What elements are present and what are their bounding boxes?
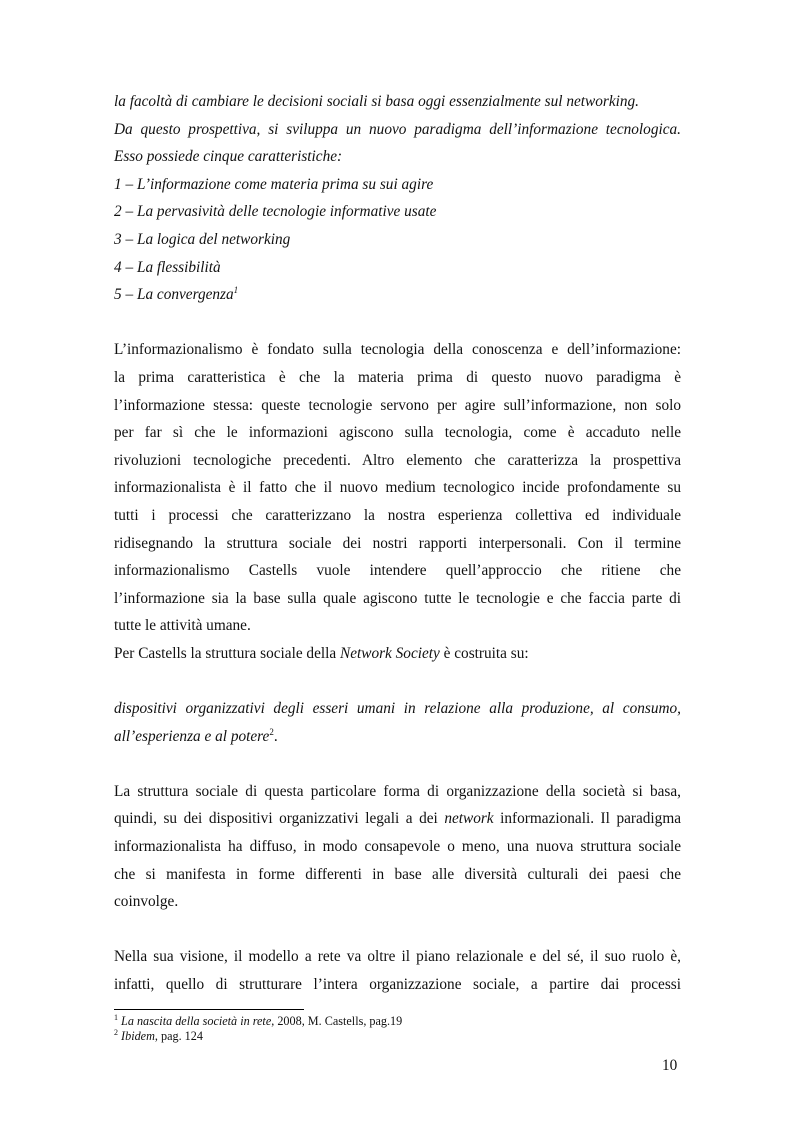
paragraph-line: l’informazione sia la base sulla quale agiscono tutte le tecnologie e che faccia parte di [114,589,681,607]
castells-structure-line [114,640,681,668]
list-item-3: 3 – La logica del networking [114,230,291,248]
footnotes [114,1014,402,1044]
footnote-2-rest: , pag. 124 [154,1029,203,1043]
paragraph-line: La struttura sociale di questa particolare forma di organizzazione della società si basa, [114,782,681,800]
footnote-1-rest: , 2008, M. Castells, pag.19 [271,1014,403,1028]
paragraph-line: ridisegnando la struttura sociale dei nostri rapporti interpersonali. Con il termine [114,534,681,552]
quote-block [114,695,681,750]
footnote-1-number: 1 [114,1012,118,1022]
para2-line2-before: quindi, su dei dispositivi organizzativi legali a dei [114,810,445,828]
castells-line-before: Per Castells la struttura sociale della [114,644,340,662]
paragraph-informazionalismo [114,336,681,640]
page-number: 10 [662,1057,678,1074]
list-item-5-text: 5 – La convergenza [114,286,234,304]
castells-line-after: è costruita su: [439,644,529,662]
footnote-ref-1[interactable]: 1 [233,285,239,296]
page-body [114,88,681,999]
paragraph-line: per far sì che le informazioni agiscono sulla tecnologia, come è accaduto nelle [114,424,681,442]
footnote-1 [114,1014,402,1029]
list-item-5 [114,281,681,309]
para2-line2-after: informazionali. Il paradigma [493,810,682,828]
list-item-1: 1 – L’informazione come materia prima su sui agire [114,175,434,193]
footnote-separator [114,1009,304,1010]
paragraph-line: infatti, quello di strutturare l’intera organizzazione sociale, a partire dai processi [114,976,681,993]
network-society-term: Network Society [340,644,440,662]
network-term: network [444,810,494,828]
quote-line-2 [114,723,681,751]
quote-end: . [273,727,278,745]
paragraph-modello-rete [114,943,681,998]
list-item-4: 4 – La flessibilità [114,258,221,276]
footnote-2-number: 2 [114,1027,118,1037]
paragraph-last-line: coinvolge. [114,893,179,911]
footnote-2-title: Ibidem [121,1029,155,1043]
footnote-2 [114,1029,402,1044]
paragraph-line: la prima caratteristica è che la materia prima di questo nuovo paradigma è [114,368,681,386]
paragraph-struttura-sociale [114,778,681,916]
list-intro-line-2: Da questo prospettiva, si sviluppa un nuovo paradigma dell’informazione tecnologica. [114,120,681,138]
paragraph-line: l’informazione stessa: queste tecnologie servono per agire sull’informazione, non solo [114,396,681,414]
paragraph-line [114,805,681,833]
paragraph-line: rivoluzioni tecnologiche precedenti. Altro elemento che caratterizza la prospettiva [114,451,681,469]
list-item-2: 2 – La pervasività delle tecnologie informative usate [114,203,437,221]
quote-line-2-text: all’esperienza e al potere [114,727,270,745]
paragraph-line: Nella sua visione, il modello a rete va oltre il piano relazionale e del sé, il suo ruolo è, [114,948,681,966]
paragraph-line: informazionalismo Castells vuole intendere quell’approccio che ritiene che [114,562,681,580]
paragraph-last-line: tutte le attività umane. [114,617,251,635]
list-intro-line-1: la facoltà di cambiare le decisioni sociali si basa oggi essenzialmente sul networking. [114,93,639,110]
paragraph-line: che si manifesta in forme differenti in base alle diversità culturali dei paesi che [114,865,681,883]
paragraph-line: tutti i processi che caratterizzano la nostra esperienza collettiva ed individuale [114,506,681,524]
paragraph-line: informazionalista ha diffuso, in modo consapevole o meno, una nuova struttura sociale [114,838,681,856]
footnote-ref-2[interactable]: 2 [269,726,274,737]
footnote-1-title: La nascita della società in rete [121,1014,272,1028]
quote-line-1: dispositivi organizzativi degli esseri umani in relazione alla produzione, al consumo, [114,700,681,718]
paragraph-line: L’informazionalismo è fondato sulla tecnologia della conoscenza e dell’informazione: [114,341,681,359]
paragraph-line: informazionalista è il fatto che il nuovo medium tecnologico incide profondamente su [114,479,681,497]
list-intro-line-3: Esso possiede cinque caratteristiche: [114,148,343,166]
